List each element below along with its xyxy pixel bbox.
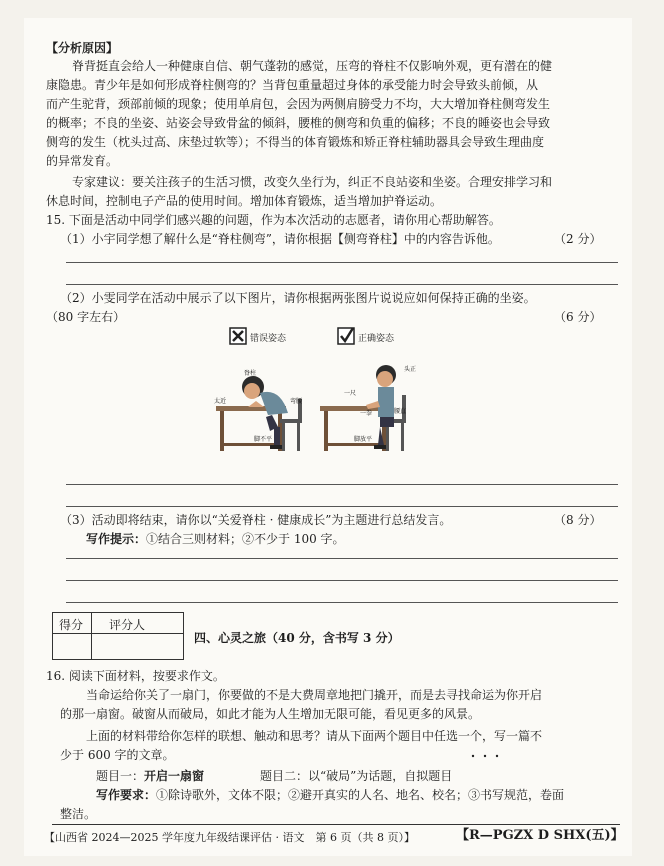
footer-info: 【山西省 2024—2025 学年度九年级结课评估 · 语文 第 6 页（共 8 页）】 bbox=[44, 831, 415, 844]
wrong-posture-scene bbox=[214, 369, 303, 451]
posture-figure bbox=[208, 323, 438, 473]
svg-text:脊柱: 脊柱 bbox=[244, 370, 257, 377]
grader-header: 评分人 bbox=[109, 618, 146, 632]
advice-text-line: 专家建议：要关注孩子的生活习惯，改变久坐行为，纠正不良站姿和坐姿。合理安排学习和 bbox=[72, 175, 553, 189]
wrong-mark-icon bbox=[230, 328, 246, 344]
answer-line[interactable] bbox=[66, 284, 618, 285]
svg-text:脚不平: 脚不平 bbox=[254, 436, 273, 443]
q16-title-1 bbox=[96, 768, 204, 784]
q15-sub2-length: （80 字左右） bbox=[46, 310, 126, 324]
answer-line[interactable] bbox=[66, 558, 618, 559]
advice-text-line: 休息时间，控制电子产品的使用时间。增加体育锻炼，适当增加护脊运动。 bbox=[46, 194, 443, 208]
score-table bbox=[52, 612, 184, 660]
q15-sub1: （1）小宇同学想了解什么是“脊柱侧弯”，请你根据【侧弯脊柱】中的内容告诉他。 bbox=[60, 232, 500, 246]
wrong-label: 错误姿态 bbox=[250, 334, 287, 344]
q16-prompt-line: 上面的材料带给你怎样的联想、触动和思考？请从下面两个题目中任选一个，写一篇不 bbox=[86, 729, 543, 743]
svg-text:一尺: 一尺 bbox=[344, 390, 357, 397]
right-posture-scene bbox=[320, 365, 416, 451]
score-header: 得分 bbox=[59, 618, 84, 632]
q16-material-line: 的那一扇窗。破窗从而破局，如此才能为人生增加无限可能，看见更多的风景。 bbox=[60, 707, 481, 721]
q16-requirements-cont: 整洁。 bbox=[60, 807, 97, 821]
analysis-text-line: 脊背挺直会给人一种健康自信、朝气蓬勃的感觉，压弯的脊柱不仅影响外观，更有潜在的健 bbox=[72, 59, 553, 73]
answer-line[interactable] bbox=[66, 580, 618, 581]
footer-divider bbox=[52, 824, 620, 825]
answer-line[interactable] bbox=[66, 506, 618, 507]
posture-illustration bbox=[208, 323, 438, 473]
analysis-text-line: 康隐患。青少年是如何形成脊柱侧弯的？当背包重量超过身体的承受能力时会导致头前倾，从 bbox=[46, 78, 539, 92]
writing-tip-text: ①结合三则材料；②不少于 100 字。 bbox=[146, 532, 345, 546]
emphasis-dots bbox=[470, 743, 500, 747]
q15-sub3-score: （8 分） bbox=[554, 513, 602, 527]
section-4-title: 四、心灵之旅（40 分，含书写 3 分） bbox=[194, 631, 400, 645]
writing-tip-label: 写作提示： bbox=[86, 532, 147, 546]
right-mark-icon bbox=[338, 328, 354, 344]
answer-line[interactable] bbox=[66, 602, 618, 603]
footer-code: 【R—PGZX D SHX(五)】 bbox=[456, 828, 624, 843]
svg-text:太近: 太近 bbox=[214, 398, 227, 405]
analysis-heading: 【分析原因】 bbox=[46, 41, 119, 55]
q15-sub2: （2）小雯同学在活动中展示了以下图片，请你根据两张图片说说应如何保持正确的坐姿。 bbox=[60, 291, 536, 305]
q15-sub2-score: （6 分） bbox=[554, 310, 602, 324]
requirement-label: 写作要求： bbox=[96, 788, 157, 802]
q16-intro: 16. 阅读下面材料，按要求作文。 bbox=[46, 669, 225, 683]
writing-tip bbox=[86, 531, 345, 547]
title1-label: 题目一： bbox=[96, 769, 145, 783]
q15-sub3: （3）活动即将结束，请你以“关爱脊柱 · 健康成长”为主题进行总结发言。 bbox=[60, 513, 452, 527]
svg-text:脚放平: 脚放平 bbox=[354, 436, 373, 443]
grader-cell[interactable] bbox=[93, 635, 181, 657]
q16-material-line: 当命运给你关了一扇门，你要做的不是大费周章地把门撬开，而是去寻找命运为你开启 bbox=[86, 688, 543, 702]
q15-intro: 15. 下面是活动中同学们感兴趣的问题，作为本次活动的志愿者，请你用心帮助解答。 bbox=[46, 213, 501, 227]
analysis-text-line: 的异常发育。 bbox=[46, 154, 119, 168]
score-cell[interactable] bbox=[54, 635, 90, 657]
q16-prompt-line: 少于 600 字的文章。 bbox=[60, 748, 175, 762]
answer-line[interactable] bbox=[66, 484, 618, 485]
svg-text:一拳: 一拳 bbox=[360, 410, 373, 417]
q15-sub1-score: （2 分） bbox=[554, 232, 602, 246]
exam-page bbox=[24, 18, 632, 856]
svg-text:弯腰: 弯腰 bbox=[290, 398, 303, 405]
svg-text:腰直: 腰直 bbox=[394, 408, 407, 415]
q16-title-2: 题目二：以“破局”为话题，自拟题目 bbox=[260, 769, 453, 783]
analysis-text-line: 的概率；不良的坐姿、站姿会导致骨盆的倾斜，腰椎的侧弯和负重的偏移；不良的睡姿也会导致 bbox=[46, 116, 551, 130]
analysis-text-line: 而产生驼背，颈部前倾的现象；使用单肩包，会因为两侧肩膀受力不均，大大增加脊柱侧弯发生 bbox=[46, 97, 551, 111]
svg-text:头正: 头正 bbox=[404, 366, 417, 373]
answer-line[interactable] bbox=[66, 262, 618, 263]
title1-text: 开启一扇窗 bbox=[144, 769, 205, 783]
q16-requirements bbox=[96, 787, 564, 803]
requirement-text: ①除诗歌外，文体不限；②避开真实的人名、地名、校名；③书写规范，卷面 bbox=[156, 788, 565, 802]
right-label: 正确姿态 bbox=[358, 334, 395, 344]
analysis-text-line: 侧弯的发生（枕头过高、床垫过软等）；不得当的体育锻炼和矫正脊柱辅助器具会导致生理曲度 bbox=[46, 135, 545, 149]
